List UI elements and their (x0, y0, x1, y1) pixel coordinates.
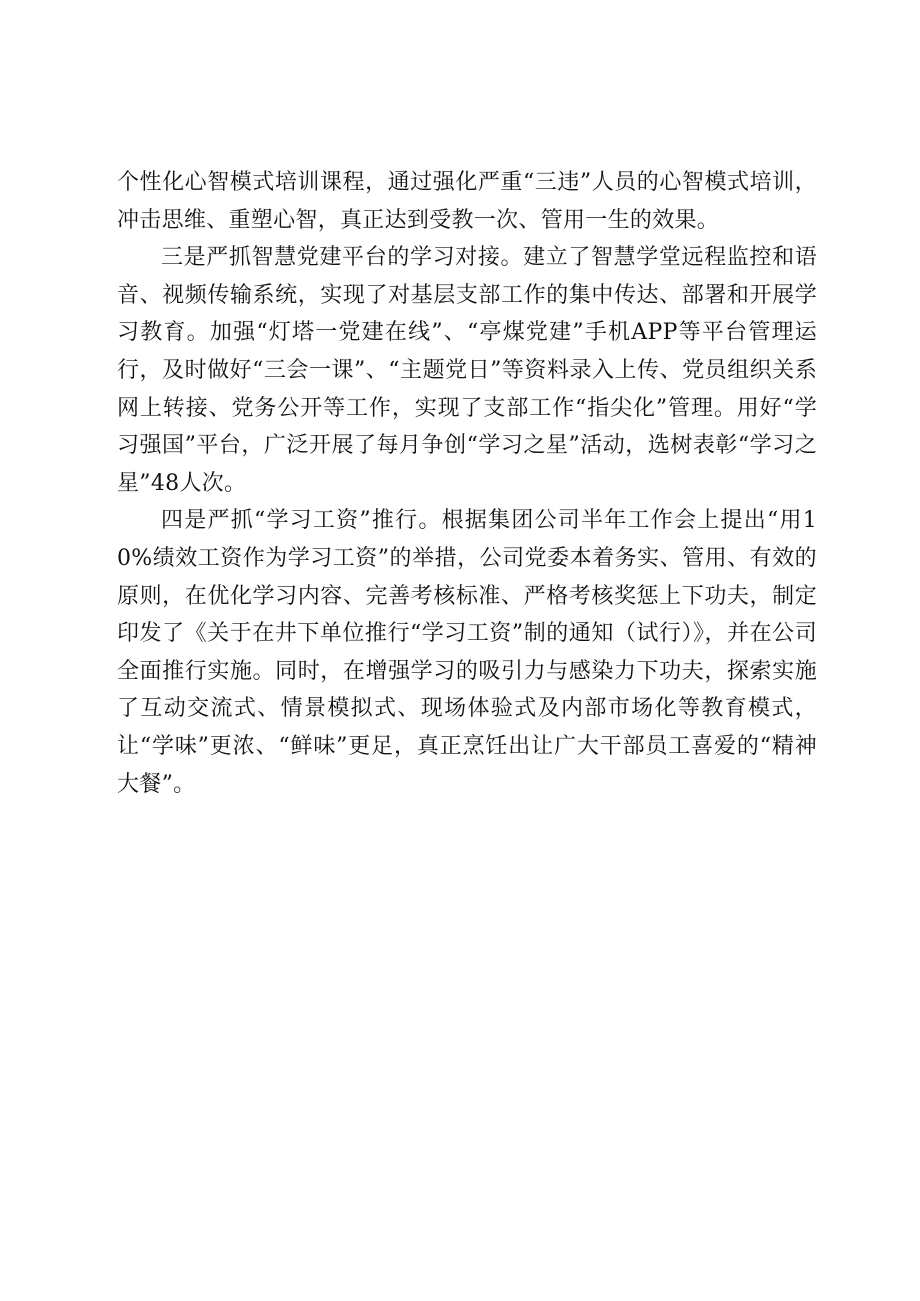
paragraph-learning-wage: 四是严抓“学习工资”推行。根据集团公司半年工作会上提出“用10%绩效工资作为学习工资”的举措，公司党委本着务实、管用、有效的原则，在优化学习内容、完善考核标准、严格考核奖惩上下功夫，制定印发了《关于在井下单位推行“学习工资”制的通知（试行）》，并在公司全面推行实施。同时，在增强学习的吸引力与感染力下功夫，探索实施了互动交流式、情景模拟式、现场体验式及内部市场化等教育模式，让“学味”更浓、“鲜味”更足，真正烹饪出让广大干部员工喜爱的“精神大餐”。 (117, 508, 817, 797)
paragraph-smart-party-platform: 三是严抓智慧党建平台的学习对接。建立了智慧学堂远程监控和语音、视频传输系统，实现了对基层支部工作的集中传达、部署和开展学习教育。加强“灯塔一党建在线”、“亭煤党建”手机APP等平台管理运行，及时做好“三会一课”、“主题党日”等资料录入上传、党员组织关系网上转接、党务公开等工作，实现了支部工作“指尖化”管理。用好“学习强国”平台，广泛开展了每月争创“学习之星”活动，选树表彰“学习之星”48人次。 (117, 245, 817, 496)
paragraph-continuation: 个性化心智模式培训课程，通过强化严重“三违”人员的心智模式培训，冲击思维、重塑心智，真正达到受教一次、管用一生的效果。 (117, 170, 817, 233)
document-body (117, 164, 817, 803)
